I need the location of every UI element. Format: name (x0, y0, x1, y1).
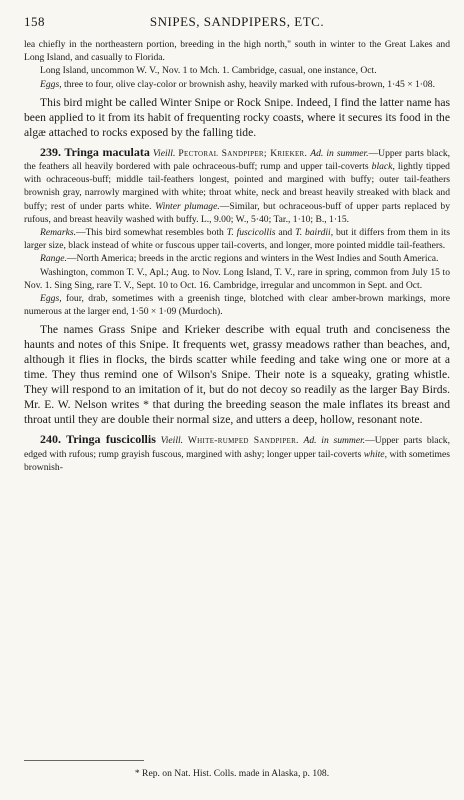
remarks-bairdii: T. bairdii (295, 227, 331, 239)
species-239-authority: Vieill. (152, 147, 176, 159)
species-240-common-name: White-rumped Sandpiper. (187, 435, 299, 447)
species-240-description (24, 433, 450, 474)
species-239-range (24, 252, 450, 265)
species-239-eggs (24, 292, 450, 318)
range-text: —North America; breeds in the arctic regions and winters in the West Indies and South America. (66, 253, 439, 265)
species-240-desc-a: —Upper parts black, edged with rufous; rump grayish fuscous, margined with ashy; longer upper tail-coverts (24, 435, 451, 460)
species-239-heading: 239. Tringa maculata (40, 144, 150, 159)
species-239-eggs-label: Eggs, (40, 293, 62, 305)
range-label: Range. (40, 253, 67, 265)
species-240-authority: Vieill. (160, 435, 184, 447)
species-239-common-name: Pectoral Sandpiper; Krieker. (178, 147, 308, 159)
remarks-text-b: , but it differs from them in its larger size, black instead of white or fuscous upper tail-coverts, and longer, more pointed middle tail-feathers. (24, 227, 450, 252)
desc-part-a: —Upper parts black, the feathers all heavily bordered with pale ochraceous-buff; rump and upper tail-coverts (24, 147, 451, 173)
species-239-narrative: The names Grass Snipe and Krieker describe with equal truth and conciseness the haunts and notes of this Snipe. It frequents wet, grassy meadows rather than beaches, and, although it flies in flocks, the birds scatter while feeding and take wing one or more at a time. They thus remind one of Wilson's Snipe. Their note is a squeaky, grating whistle. They will respond to an imitation of it, but do not decoy so readily as the larger Bay Birds. Mr. E. W. Nelson writes * that during the breeding season the male inflates its breast and throat until they are double their normal size, and utters a deep, hollow, resonant note. (24, 323, 450, 427)
remarks-fuscicollis: T. fuscicollis (226, 227, 276, 239)
species-239-remarks (24, 226, 450, 252)
running-title: SNIPES, SANDPIPERS, ETC. (149, 14, 325, 29)
footnote-rule (24, 760, 144, 761)
species-240-desc-white: white (363, 448, 385, 460)
desc-black: black (371, 161, 393, 173)
paragraph-local-records: Long Island, uncommon W. V., Nov. 1 to Mch. 1. Cambridge, casual, one instance, Oct. (40, 65, 377, 77)
page-header (24, 14, 450, 30)
remarks-text-a: —This bird somewhat resembles both (75, 227, 227, 239)
remarks-label: Remarks. (40, 227, 76, 239)
species-240-plumage-label: Ad. in summer. (303, 435, 366, 447)
desc-part-b: , lightly tipped with ochraceous-buff; middle tail-feathers longest, pointed and margined with buffy; outer tail-feathers brownish gray, narrowly margined with white; throat white, neck and breast heavily streaked with black and buffy; rest of under parts white. (24, 161, 450, 212)
paragraph-range-continued: lea chiefly in the northeastern portion, breeding in the high north," south in winter to the Great Lakes and Long Island, and casually to Florida. (24, 39, 450, 64)
remarks-and: and (275, 227, 296, 239)
species-240-heading: 240. Tringa fuscicollis (40, 432, 156, 447)
footnote: * Rep. on Nat. Hist. Colls. made in Alaska, p. 108. (134, 768, 330, 779)
species-240-desc-b: , with sometimes brownish- (24, 448, 450, 473)
plumage-label-summer: Ad. in summer. (310, 147, 369, 159)
paragraph-narrative-winter-snipe: This bird might be called Winter Snipe or Rock Snipe. Indeed, I find the latter name has been applied to it from its habit of frequenting rocky coasts, where it secures its food in the algæ attached to rocks exposed by the falling tide. (24, 95, 450, 139)
species-239-records: Washington, common T. V., Apl.; Aug. to Nov. Long Island, T. V., rare in spring, common from July 15 to Nov. 1. Sing Sing, rare T. V., Sept. 10 to Oct. 16. Cambridge, irregular and uncommon in Sept. and Oct. (24, 266, 450, 291)
species-239-eggs-text: four, drab, sometimes with a greenish tinge, blotched with clear amber-brown markings, more numerous at the larger end, 1·50 × 1·09 (Murdoch). (24, 293, 450, 318)
species-239-description (24, 146, 450, 226)
eggs-text: three to four, olive clay-color or brownish ashy, heavily marked with rufous-brown, 1·45 × 1·08. (61, 78, 435, 90)
plumage-label-winter: Winter plumage. (155, 200, 220, 212)
page-number: 158 (24, 14, 45, 29)
desc-part-c: —Similar, but ochraceous-buff of upper parts replaced by rufous, and breast heavily washed with buffy. L., 9.00; W., 5·40; Tar., 1·10; B., 1·15. (24, 200, 451, 225)
paragraph-eggs (24, 78, 450, 91)
eggs-label: Eggs, (40, 78, 62, 90)
